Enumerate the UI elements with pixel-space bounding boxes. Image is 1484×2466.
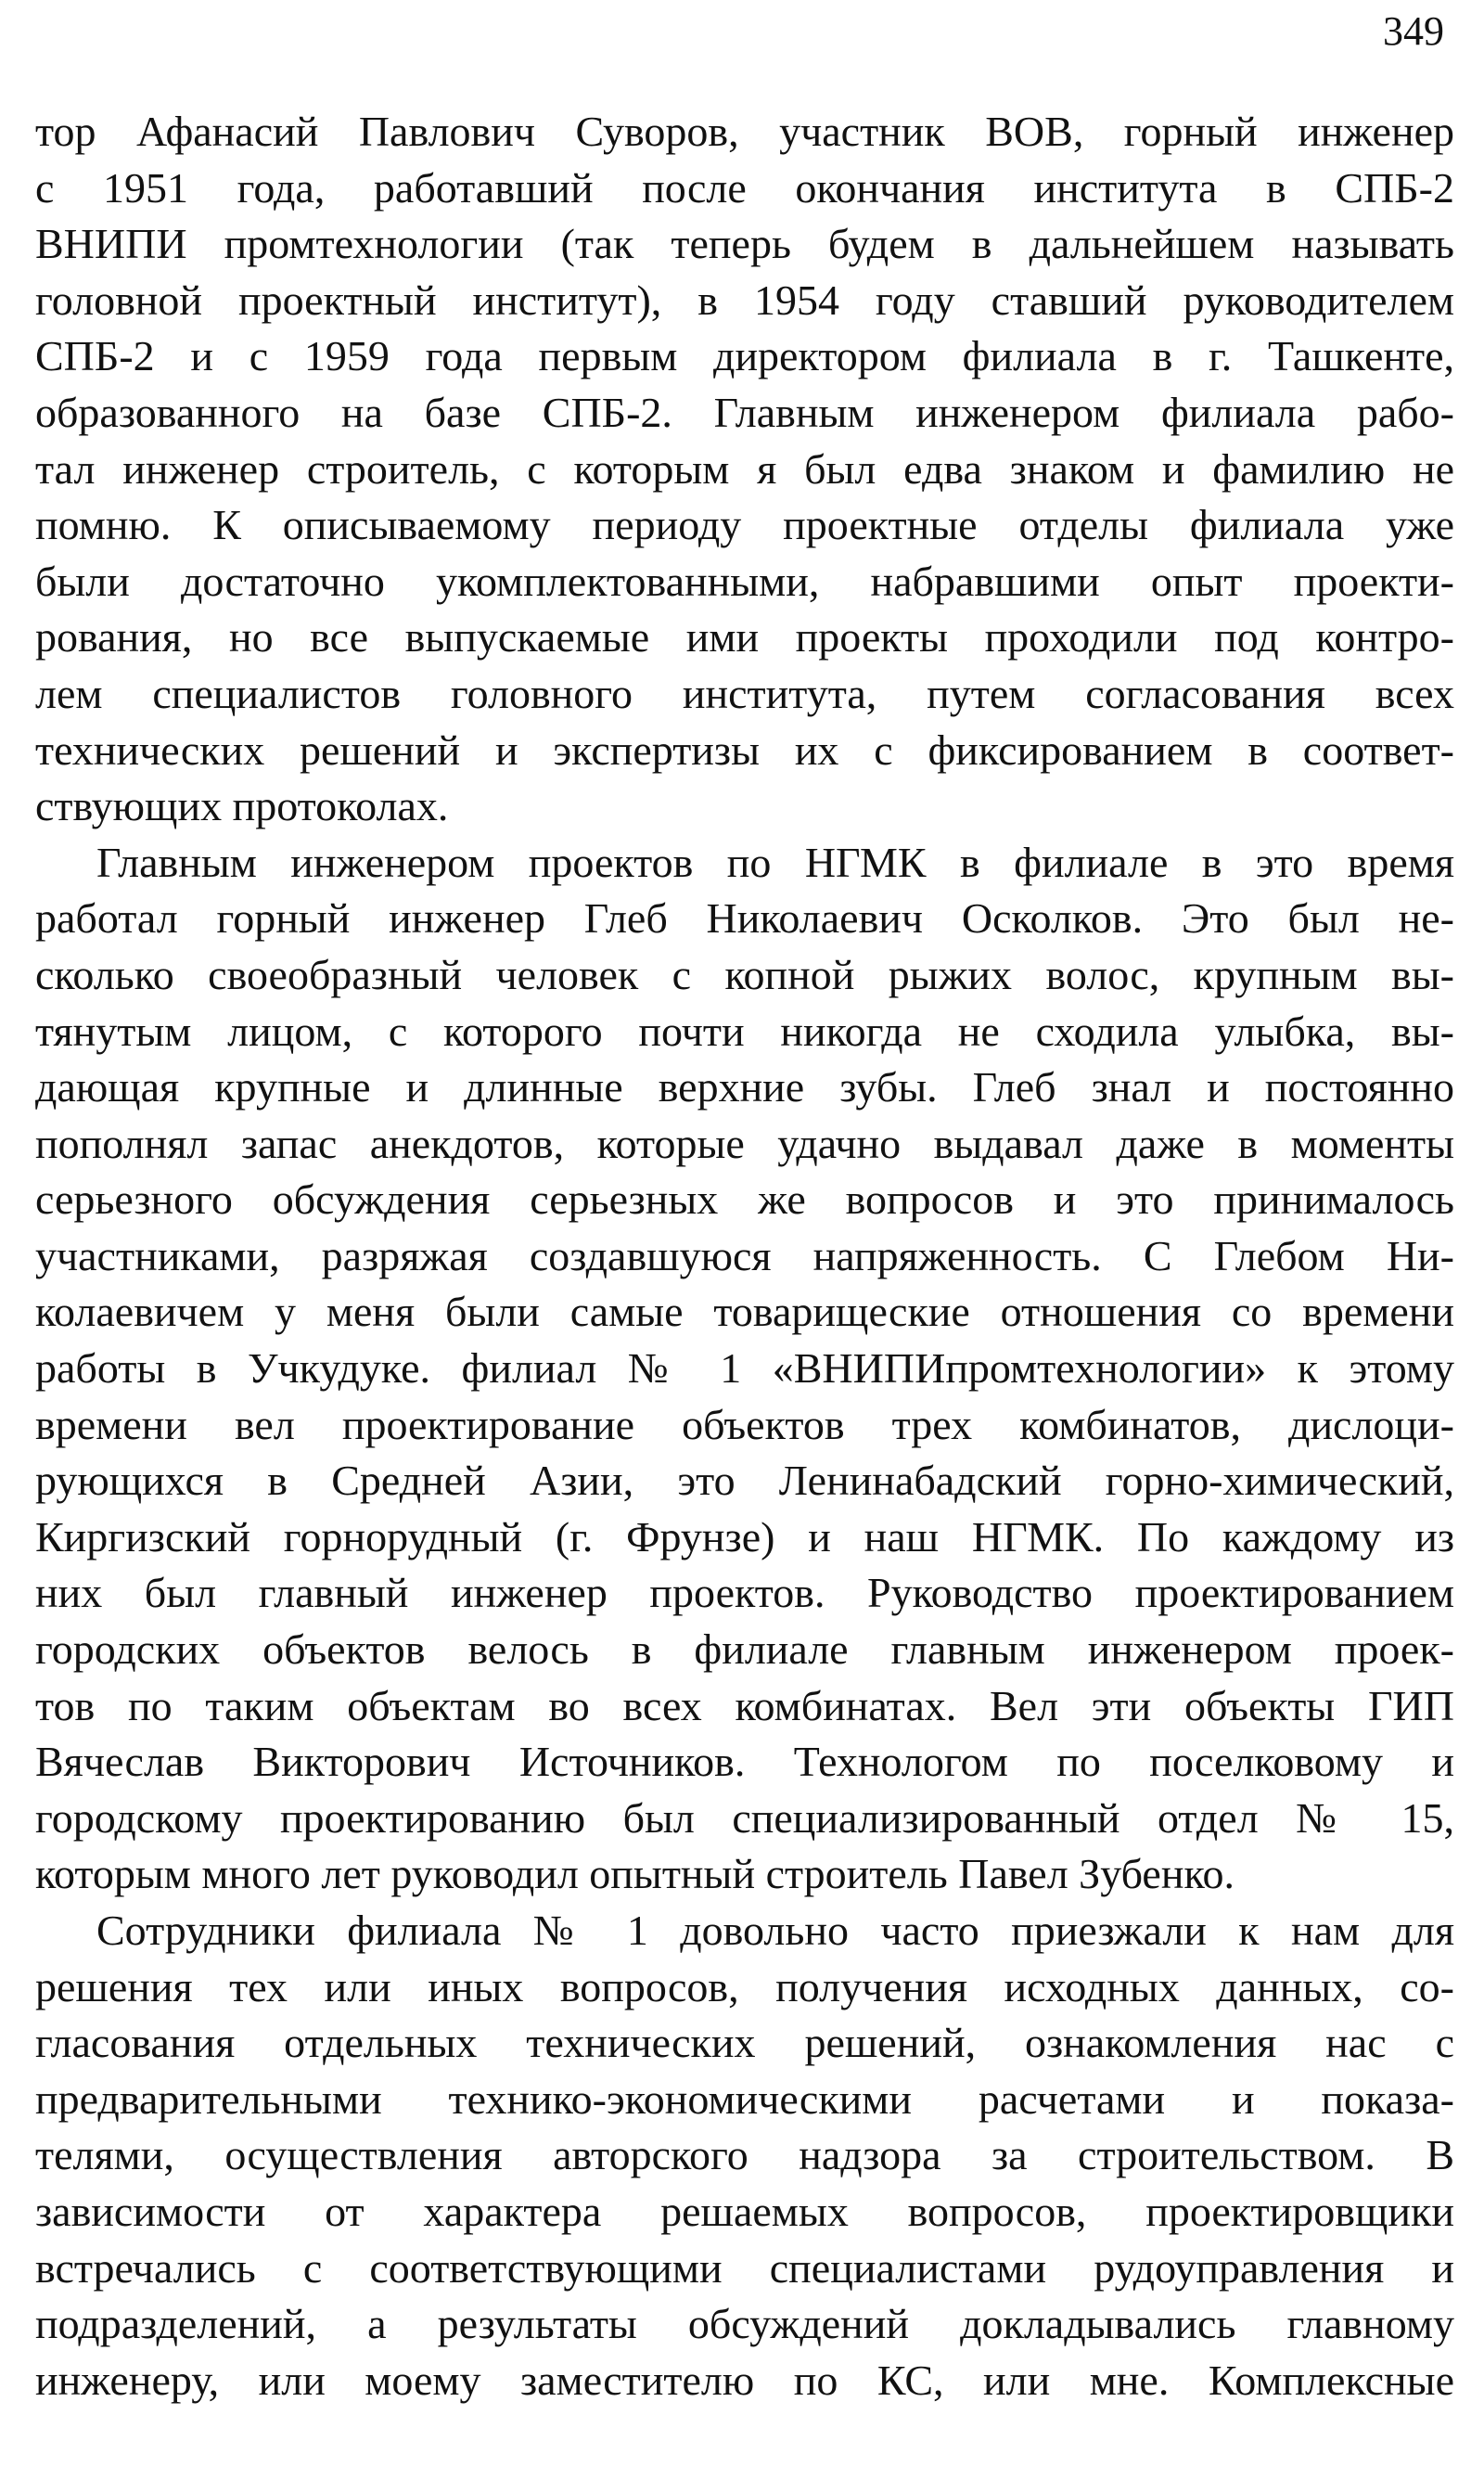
text-line: инженеру, или моему заместителю по КС, или мне. Комплексные <box>35 2356 1454 2404</box>
text-line: технических решений и экспертизы их с фиксированием в соответ- <box>35 726 1454 774</box>
text-line: колаевичем у меня были самые товарищеские отношения со времени <box>35 1288 1454 1336</box>
text-line: городских объектов велось в филиале главным инженером проек- <box>35 1625 1454 1674</box>
text-line: головной проектный институт), в 1954 году ставший руководителем <box>35 276 1454 324</box>
text-line: образованного на базе СПБ-2. Главным инженером филиала рабо- <box>35 388 1454 436</box>
text-line: работал горный инженер Глеб Николаевич Осколков. Это был не- <box>35 894 1454 943</box>
text-line: времени вел проектирование объектов трех комбинатов, дислоци- <box>35 1400 1454 1448</box>
text-line: работы в Учкудуке. филиал № 1 «ВНИПИпромтехнологии» к этому <box>35 1344 1454 1393</box>
text-line: них был главный инженер проектов. Руководство проектированием <box>35 1569 1454 1617</box>
text-line: ВНИПИ промтехнологии (так теперь будем в дальнейшем называть <box>35 220 1454 268</box>
text-line: зависимости от характера решаемых вопросов, проектировщики <box>35 2187 1454 2235</box>
paragraph-1 <box>35 104 1454 835</box>
text-line: серьезного обсуждения серьезных же вопросов и это принималось <box>35 1175 1454 1224</box>
body-text <box>35 104 1454 2408</box>
text-line: которым много лет руководил опытный строитель Павел Зубенко. <box>35 1850 1235 1898</box>
text-line: с 1951 года, работавший после окончания института в СПБ-2 <box>35 163 1454 212</box>
text-line: предварительными технико-экономическими расчетами и показа- <box>35 2074 1454 2123</box>
text-line: ствующих протоколах. <box>35 782 449 830</box>
text-line: подразделений, а результаты обсуждений докладывались главному <box>35 2300 1454 2348</box>
text-line: Сотрудники филиала № 1 довольно часто приезжали к нам для <box>96 1907 1454 1954</box>
text-line: встречались с соответствующими специалистами рудоуправления и <box>35 2243 1454 2292</box>
paragraph-2 <box>35 835 1454 1903</box>
text-line: СПБ-2 и с 1959 года первым директором филиала в г. Ташкенте, <box>35 332 1454 380</box>
text-line: участниками, разряжая создавшуюся напряженность. С Глебом Ни- <box>35 1231 1454 1279</box>
text-line: помню. К описываемому периоду проектные отделы филиала уже <box>35 501 1454 549</box>
text-line: пополнял запас анекдотов, которые удачно выдавал даже в моменты <box>35 1119 1454 1167</box>
text-line: тор Афанасий Павлович Суворов, участник ВОВ, горный инженер <box>35 108 1454 155</box>
text-line: тянутым лицом, с которого почти никогда не сходила улыбка, вы- <box>35 1007 1454 1055</box>
text-line: решения тех или иных вопросов, получения исходных данных, со- <box>35 1962 1454 2010</box>
text-line: городскому проектированию был специализированный отдел № 15, <box>35 1793 1454 1842</box>
paragraph-3 <box>35 1903 1454 2408</box>
text-line: Главным инженером проектов по НГМК в филиале в это время <box>96 838 1454 886</box>
text-line: телями, осуществления авторского надзора за строительством. В <box>35 2131 1454 2179</box>
text-line: рования, но все выпускаемые ими проекты проходили под контро- <box>35 613 1454 661</box>
text-line: были достаточно укомплектованными, набравшими опыт проекти- <box>35 557 1454 605</box>
text-line: Вячеслав Викторович Источников. Технологом по поселковому и <box>35 1738 1454 1786</box>
page-number: 349 <box>1383 8 1444 54</box>
text-line: Киргизский горнорудный (г. Фрунзе) и наш НГМК. По каждому из <box>35 1512 1454 1561</box>
text-line: тов по таким объектам во всех комбинатах. Вел эти объекты ГИП <box>35 1681 1454 1729</box>
text-line: гласования отдельных технических решений, ознакомления нас с <box>35 2019 1454 2067</box>
text-line: сколько своеобразный человек с копной рыжих волос, крупным вы- <box>35 950 1454 998</box>
text-line: дающая крупные и длинные верхние зубы. Глеб знал и постоянно <box>35 1063 1454 1111</box>
text-line: рующихся в Средней Азии, это Ленинабадский горно-химический, <box>35 1457 1454 1505</box>
text-line: тал инженер строитель, с которым я был едва знаком и фамилию не <box>35 444 1454 493</box>
text-line: лем специалистов головного института, путем согласования всех <box>35 669 1454 717</box>
